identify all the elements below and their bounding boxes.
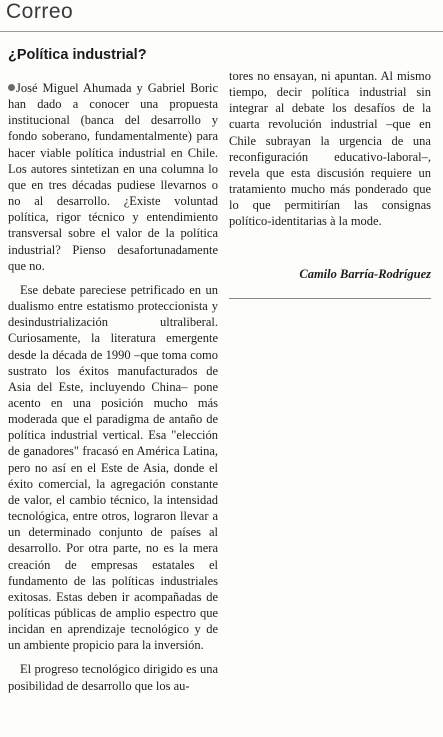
- paragraph-3: El progreso tecnológico dirigido es una posibilidad de desarrollo que los au-: [8, 662, 218, 693]
- author-signature: Camilo Barría-Rodríguez: [299, 267, 431, 281]
- paragraph-1-text: José Miguel Ahumada y Gabriel Boric han dado a conocer una propuesta institucional (banca del desarrollo y fondo soberano, fundamentalmente) para hacer viable política industrial en Chile. Los autores sintetizan en una columna lo que en tres décadas pudiese llevarnos o no al desarrollo. ¿Existe voluntad política, rigor técnico y entendimiento transversal sobre el valor de la política industrial? Pienso desafortunadamente que no.: [8, 81, 218, 273]
- section-divider: [0, 31, 443, 32]
- section-title: Correo: [6, 0, 74, 23]
- left-column: [8, 80, 218, 694]
- letter-headline: ¿Política industrial?: [8, 47, 147, 63]
- right-column: [229, 68, 431, 230]
- paragraph-2: Ese debate pareciese petrificado en un dualismo entre estatismo proteccionista y desindustrialización ultraliberal. Curiosamente, la literatura emergente desde la década de 1990 –que toma como sustrato los éxitos manufacturados de Asia del Este, incluyendo China– pone acento en una posición mucho más moderada que el paradigma de antaño de política industrial vertical. Esa "elección de ganadores" fracasó en América Latina, pero no así en el Este de Asia, donde el éxito comercial, la agregación constante de valor, el cambio técnico, la intensidad tecnológica, entre otros, lograron llevar a un determinado conjunto de países al desarrollo. Por otra parte, no es la mera creación de empresas estatales el fundamento de las políticas industriales exitosas. Estas deben ir acompañadas de políticas públicas de amplio espectro que incidan en aprendizaje tecnológico y de un ambiente propicio para la inversión.: [8, 282, 218, 653]
- paragraph-1: [8, 80, 218, 274]
- paragraph-continued: tores no ensayan, ni apuntan. Al mismo tiempo, decir política industrial sin integrar al debate los desafíos de la cuarta revolución industrial –que en Chile subrayan la urgencia de una reconfiguración educativo-laboral–, revela que esta discusión requiere un tratamiento mucho más ponderado que lo que permitirían las consignas político-identitarias à la mode.: [229, 69, 431, 229]
- signature-divider: [229, 298, 431, 299]
- bullet-icon: [8, 84, 15, 91]
